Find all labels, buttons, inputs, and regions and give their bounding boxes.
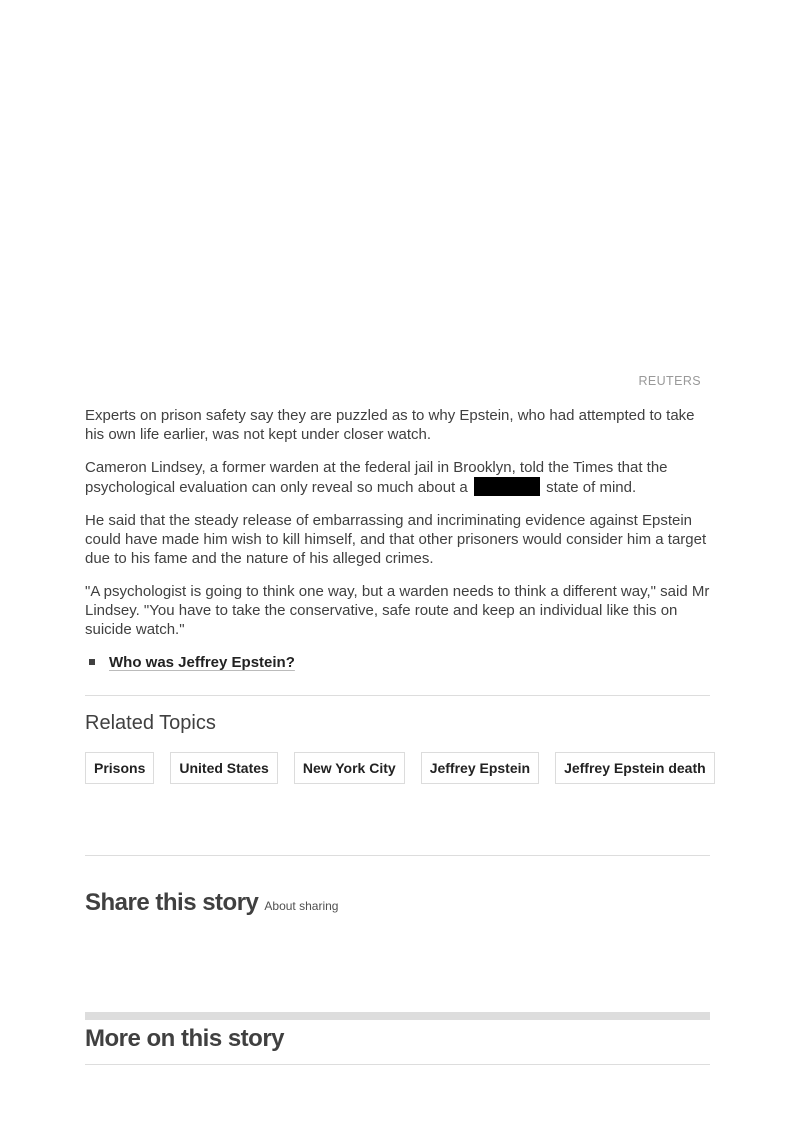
- divider: [85, 855, 710, 856]
- paragraph-text: Cameron Lindsey, a former warden at the federal jail in Brooklyn, told the Times that the psychological evaluation can only reveal so much about a: [85, 459, 668, 496]
- topic-prisons[interactable]: Prisons: [85, 752, 154, 784]
- share-section: [85, 889, 338, 917]
- topic-jeffrey-epstein-death[interactable]: Jeffrey Epstein death: [555, 752, 715, 784]
- about-sharing-link[interactable]: About sharing: [264, 899, 339, 913]
- topic-united-states[interactable]: United States: [170, 752, 277, 784]
- divider: [85, 695, 710, 696]
- article-paragraph: Experts on prison safety say they are puzzled as to why Epstein, who had attempted to take his own life earlier, was not kept under closer watch.: [85, 407, 695, 443]
- share-heading: Share this story: [85, 889, 259, 916]
- redaction-block: [474, 477, 540, 496]
- bullet-square-icon: [89, 659, 95, 665]
- list-item: [85, 653, 715, 672]
- more-on-story-heading: More on this story: [85, 1025, 285, 1052]
- article-paragraph: "A psychologist is going to think one way, but a warden needs to think a different way," said Mr Lindsey. "You have to take the conservative, safe route and keep an individual like this on suicide watch.": [85, 583, 710, 638]
- who-was-epstein-link[interactable]: Who was Jeffrey Epstein?: [109, 654, 295, 671]
- image-credit: REUTERS: [638, 374, 701, 388]
- article-body: [85, 406, 715, 672]
- divider: [85, 1064, 710, 1065]
- related-topics-list: [85, 752, 725, 784]
- section-divider-bar: [85, 1012, 710, 1020]
- paragraph-text: state of mind.: [546, 479, 637, 496]
- article-paragraph: He said that the steady release of embarrassing and incriminating evidence against Epstein could have made him wish to kill himself, and that other prisoners would consider him a target due to his fame and the nature of his alleged crimes.: [85, 512, 707, 567]
- article-paragraph: [85, 458, 715, 497]
- topic-new-york-city[interactable]: New York City: [294, 752, 405, 784]
- related-links-list: [85, 653, 715, 672]
- topic-jeffrey-epstein[interactable]: Jeffrey Epstein: [421, 752, 539, 784]
- related-topics-heading: Related Topics: [85, 712, 216, 734]
- article-image: [85, 0, 710, 365]
